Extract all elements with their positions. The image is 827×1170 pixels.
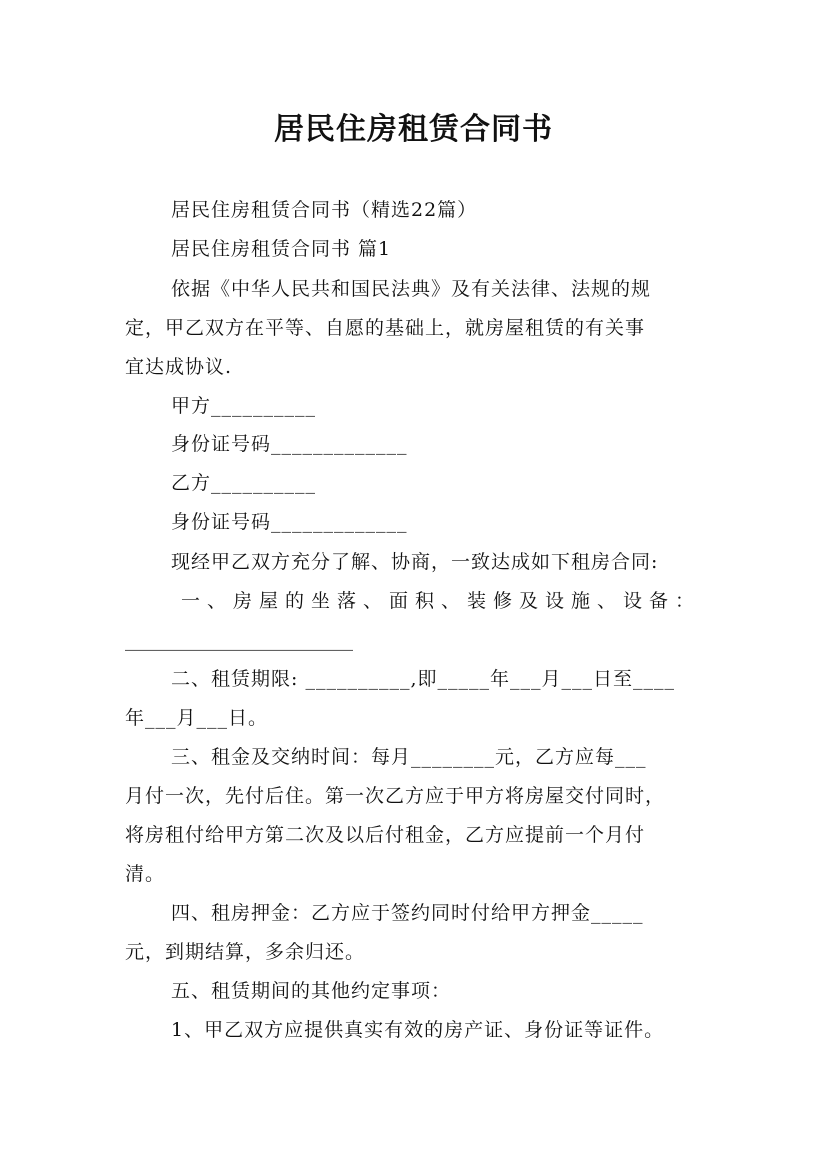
clause-3-line: 月付一次，先付后住。第一次乙方应于甲方将房屋交付同时， bbox=[125, 785, 666, 807]
paragraph-line: 依据《中华人民共和国民法典》及有关法律、法规的规 bbox=[171, 278, 652, 300]
clause-3-line: 清。 bbox=[125, 863, 166, 885]
party-a-id-line: 身份证号码_____________ bbox=[171, 433, 408, 455]
clause-3-line: 将房租付给甲方第二次及以后付租金，乙方应提前一个月付 bbox=[125, 824, 646, 846]
party-b-id-line: 身份证号码_____________ bbox=[171, 511, 408, 533]
paragraph-line: 定，甲乙双方在平等、自愿的基础上，就房屋租赁的有关事 bbox=[125, 317, 646, 339]
paragraph-line: 现经甲乙双方充分了解、协商，一致达成如下租房合同: bbox=[171, 551, 659, 573]
party-a-line: 甲方__________ bbox=[171, 395, 317, 417]
section-heading: 居民住房租赁合同书 篇1 bbox=[171, 238, 392, 260]
clause-1-blank: ________________________ bbox=[125, 629, 353, 651]
party-b-line: 乙方__________ bbox=[171, 472, 317, 494]
document-title: 居民住房租赁合同书 bbox=[274, 112, 553, 147]
clause-4-line: 元，到期结算，多余归还。 bbox=[125, 941, 366, 963]
subtitle-line: 居民住房租赁合同书（精选22篇） bbox=[171, 199, 478, 221]
clause-2-line: 年___月___日。 bbox=[125, 707, 269, 729]
clause-5-heading: 五、租赁期间的其他约定事项： bbox=[171, 980, 452, 1002]
clause-4-line: 四、租房押金：乙方应于签约同时付给甲方押金_____ bbox=[171, 902, 644, 924]
clause-3-line: 三、租金及交纳时间：每月________元，乙方应每___ bbox=[171, 746, 647, 768]
clause-2-line: 二、租赁期限: __________,即_____年___月___日至____ bbox=[171, 668, 675, 690]
clause-5-item: 1、甲乙双方应提供真实有效的房产证、身份证等证件。 bbox=[171, 1019, 665, 1041]
clause-1-heading: 一、房屋的坐落、面积、装修及设施、设备： bbox=[181, 590, 702, 612]
paragraph-line: 宜达成协议. bbox=[125, 356, 233, 378]
